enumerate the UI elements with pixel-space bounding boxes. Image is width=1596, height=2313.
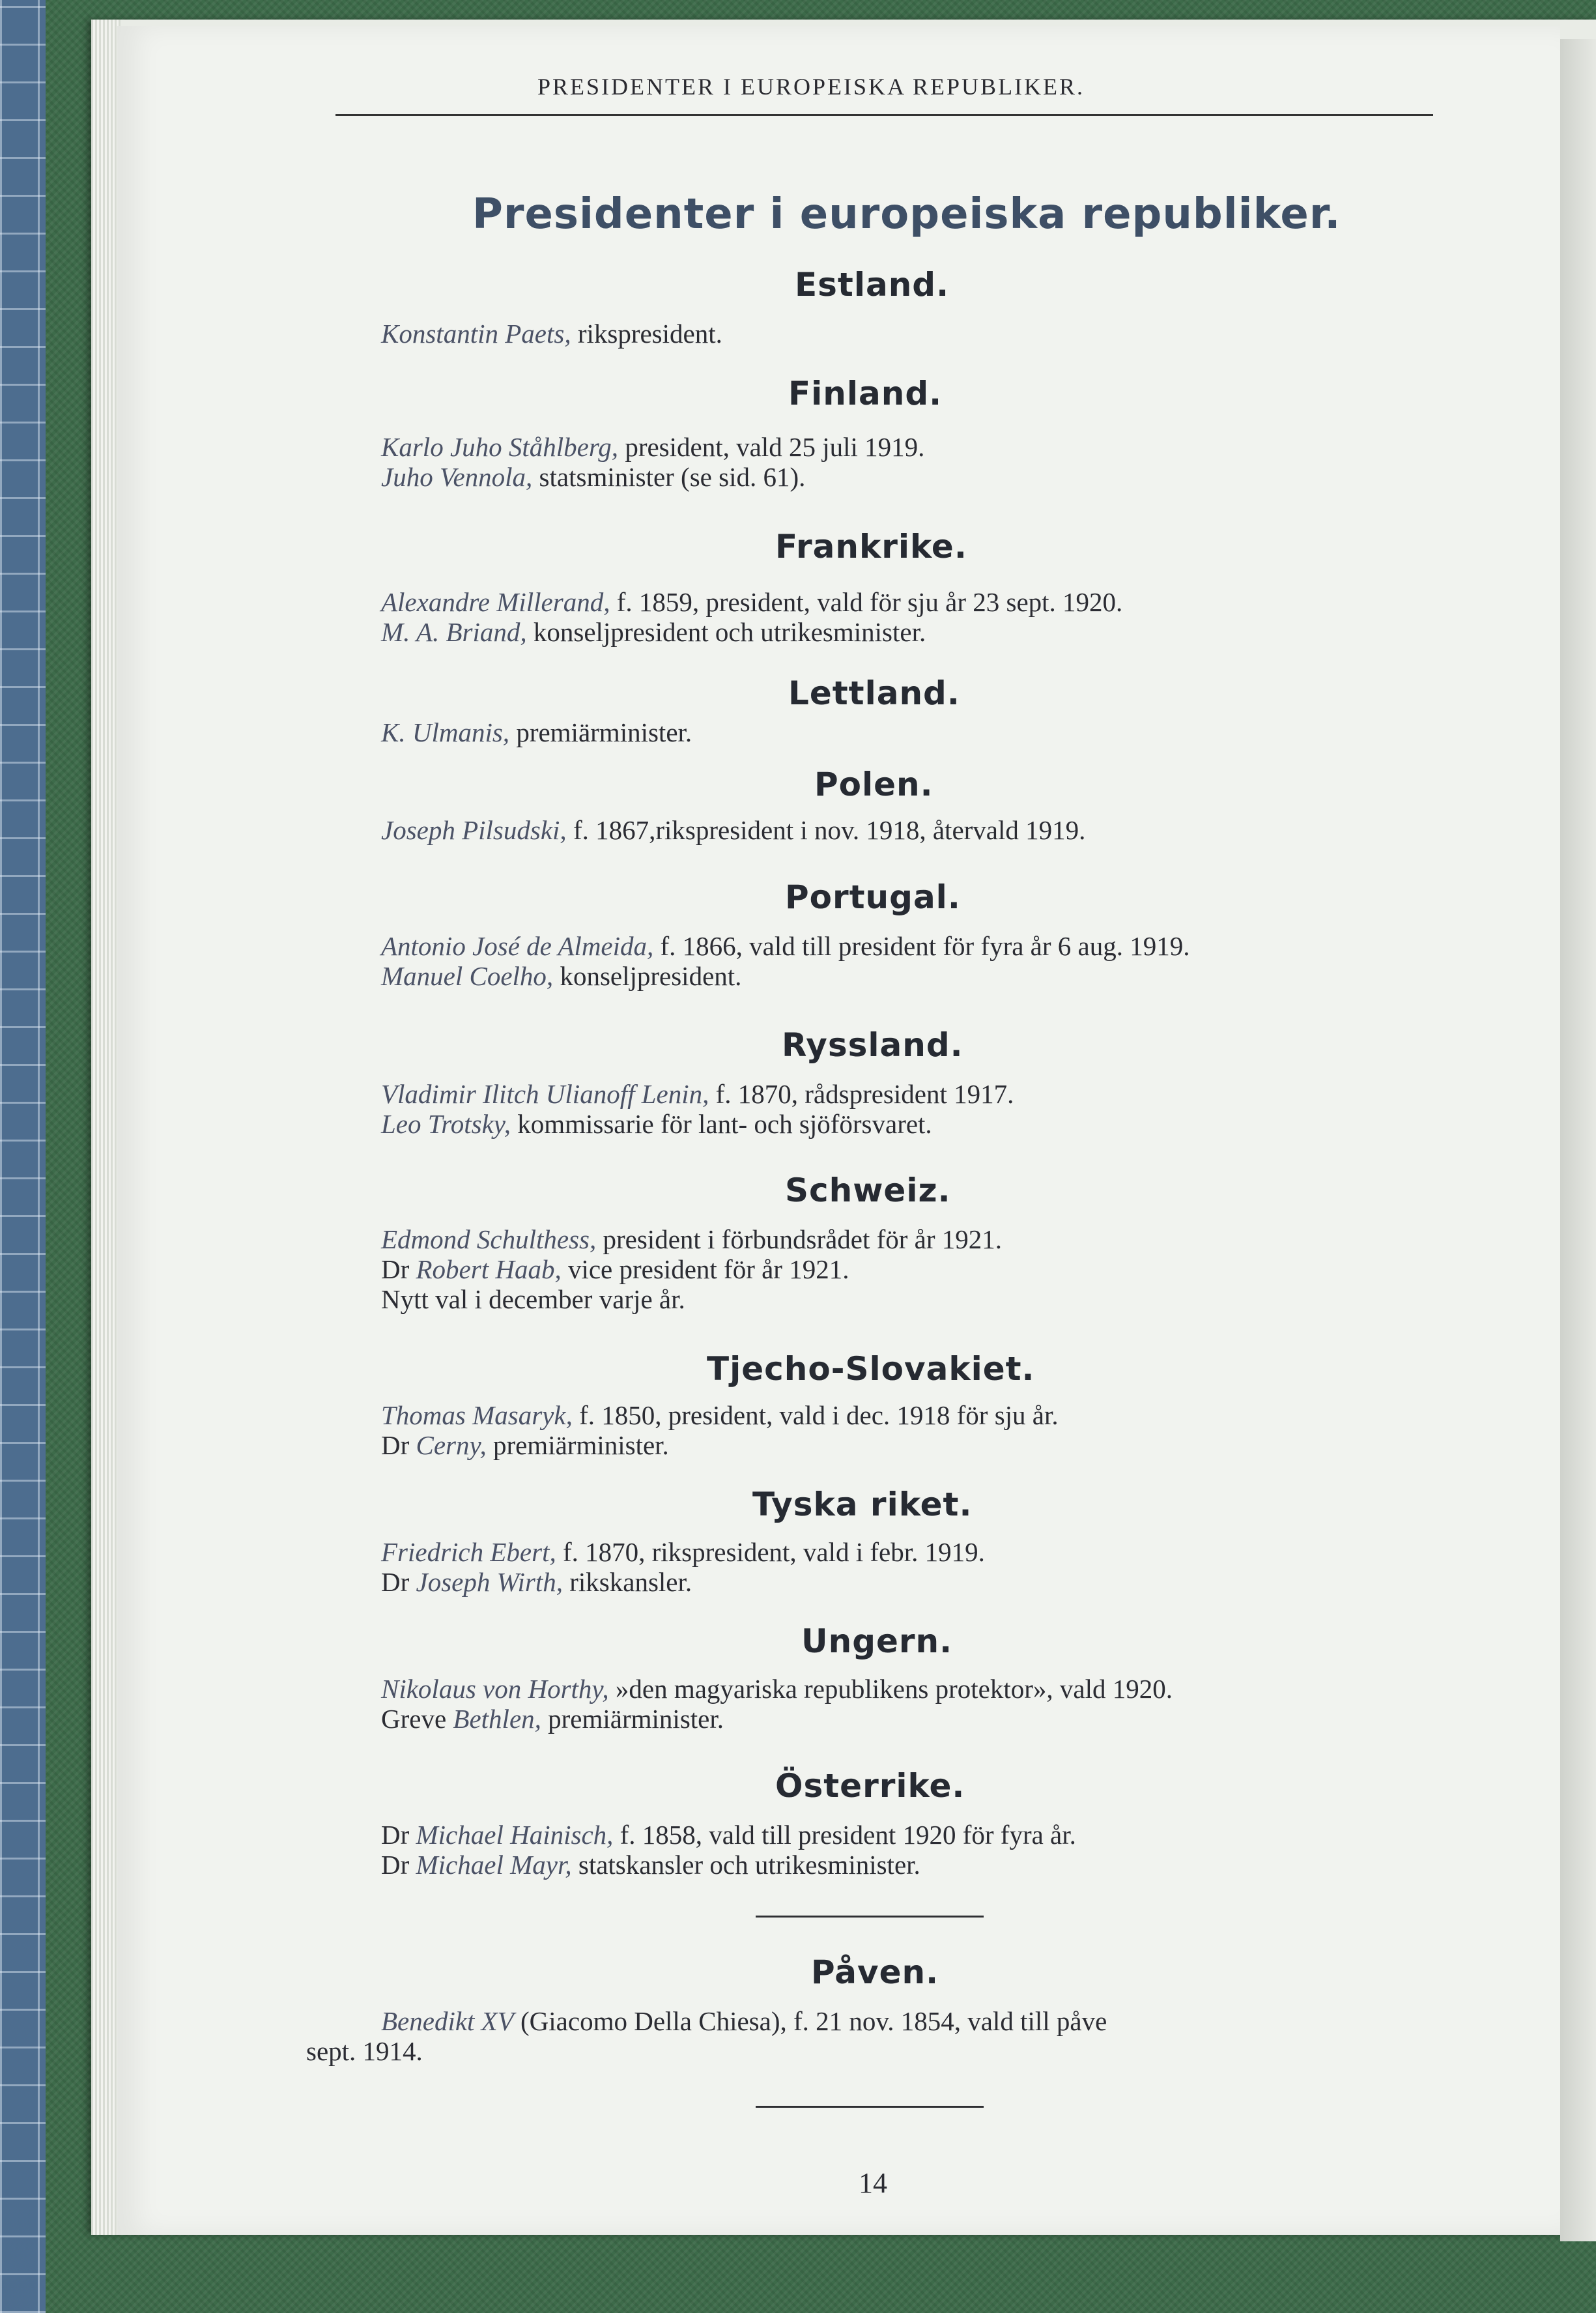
entry-line: Dr Michael Mayr, statskansler och utrikesminister. — [381, 1850, 920, 1880]
section-heading-polen: Polen. — [814, 766, 933, 803]
entry-line: Dr Michael Hainisch, f. 1858, vald till president 1920 för fyra år. — [381, 1820, 1076, 1850]
section-heading-portugal: Portugal. — [785, 878, 961, 916]
entry-line: sept. 1914. — [306, 2036, 423, 2066]
entry-line: K. Ulmanis, premiärminister. — [381, 717, 692, 747]
entry-line: Greve Bethlen, premiärminister. — [381, 1704, 724, 1734]
section-divider — [756, 1916, 984, 1918]
entry-line: Benedikt XV (Giacomo Della Chiesa), f. 21 nov. 1854, vald till påve — [381, 2006, 1107, 2036]
page-right-edge — [1560, 39, 1596, 2241]
entry-line: Dr Robert Haab, vice president för år 1921. — [381, 1254, 849, 1284]
bottom-divider — [756, 2106, 984, 2108]
section-heading-osterrike: Österrike. — [775, 1767, 965, 1805]
running-head: PRESIDENTER I EUROPEISKA REPUBLIKER. — [537, 74, 1085, 100]
entry-line: Dr Joseph Wirth, rikskansler. — [381, 1567, 692, 1597]
entry-line: Edmond Schulthess, president i förbundsrådet för år 1921. — [381, 1224, 1003, 1254]
entry-line: Nytt val i december varje år. — [381, 1284, 685, 1314]
entry-line: Juho Vennola, statsminister (se sid. 61). — [381, 462, 806, 492]
section-heading-schweiz: Schweiz. — [785, 1171, 951, 1209]
section-heading-estland: Estland. — [795, 266, 950, 304]
entry-line: Friedrich Ebert, f. 1870, rikspresident, vald i febr. 1919. — [381, 1537, 985, 1567]
running-head-rule — [335, 114, 1433, 116]
entry-line: M. A. Briand, konseljpresident och utrikesminister. — [381, 617, 926, 647]
entry-line: Thomas Masaryk, f. 1850, president, vald i dec. 1918 för sju år. — [381, 1400, 1059, 1430]
section-heading-paven: Påven. — [811, 1953, 939, 1991]
section-heading-tyska-riket: Tyska riket. — [752, 1486, 973, 1523]
section-heading-frankrike: Frankrike. — [775, 528, 967, 566]
entry-line: Vladimir Ilitch Ulianoff Lenin, f. 1870, rådspresident 1917. — [381, 1079, 1014, 1109]
entry-line: Dr Cerny, premiärminister. — [381, 1430, 669, 1460]
entry-line: Nikolaus von Horthy, »den magyariska republikens protektor», vald 1920. — [381, 1674, 1173, 1704]
section-heading-ryssland: Ryssland. — [782, 1026, 963, 1064]
section-heading-ungern: Ungern. — [801, 1622, 953, 1660]
entry-line: Joseph Pilsudski, f. 1867,rikspresident i nov. 1918, återvald 1919. — [381, 815, 1086, 845]
section-heading-finland: Finland. — [788, 375, 943, 412]
page-title: Presidenter i europeiska republiker. — [472, 190, 1341, 238]
entry-line: Konstantin Paets, rikspresident. — [381, 319, 722, 349]
entry-line: Leo Trotsky, kommissarie för lant- och sjöförsvaret. — [381, 1109, 932, 1139]
page-number: 14 — [859, 2167, 887, 2199]
entry-line: Karlo Juho Ståhlberg, president, vald 25 juli 1919. — [381, 432, 925, 462]
entry-line: Alexandre Millerand, f. 1859, president, vald för sju år 23 sept. 1920. — [381, 587, 1123, 617]
entry-line: Antonio José de Almeida, f. 1866, vald till president för fyra år 6 aug. 1919. — [381, 931, 1190, 961]
section-heading-lettland: Lettland. — [788, 674, 960, 712]
entry-line: Manuel Coelho, konseljpresident. — [381, 961, 742, 991]
section-heading-tjecho-slovakiet: Tjecho-Slovakiet. — [707, 1350, 1035, 1388]
page-edges — [91, 20, 121, 2235]
